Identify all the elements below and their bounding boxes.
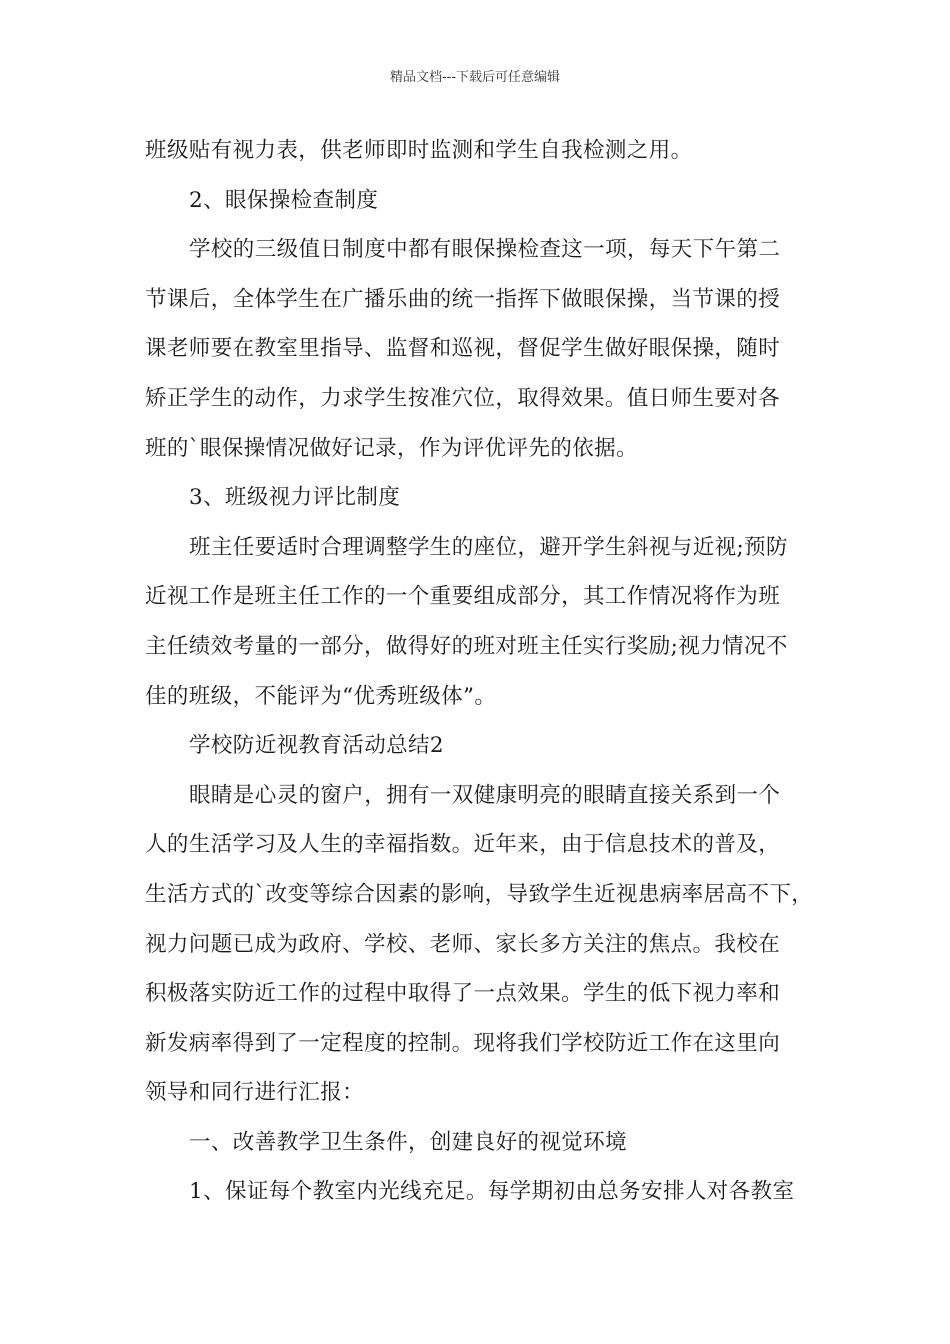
text-line: 学校的三级值日制度中都有眼保操检查这一项，每天下午第二 [189, 237, 781, 263]
text-line: 人的生活学习及人生的幸福指数。近年来，由于信息技术的普及， [145, 832, 781, 858]
text-line: 眼睛是心灵的窗户，拥有一双健康明亮的眼睛直接关系到一个 [189, 782, 781, 808]
text-line: 主任绩效考量的一部分，做得好的班对班主任实行奖励;视力情况不 [145, 633, 788, 659]
text-line: 视力问题已成为政府、学校、老师、家长多方关注的焦点。我校在 [145, 931, 781, 957]
text-line: 近视工作是班主任工作的一个重要组成部分，其工作情况将作为班 [145, 584, 781, 610]
text-line: 领导和同行进行汇报： [145, 1080, 365, 1106]
text-line: 班级贴有视力表，供老师即时监测和学生自我检测之用。 [145, 138, 693, 163]
text-line: 班的`眼保操情况做好记录，作为评优评先的依据。 [145, 435, 638, 461]
text-line: 积极落实防近工作的过程中取得了一点效果。学生的低下视力率和 [145, 981, 781, 1007]
text-line: 节课后，全体学生在广播乐曲的统一指挥下做眼保操，当节课的授 [145, 286, 781, 312]
text-line: 班主任要适时合理调整学生的座位，避开学生斜视与近视;预防 [189, 534, 788, 560]
section-heading: 2、眼保操检查制度 [189, 187, 379, 213]
text-line: 课老师要在教室里指导、监督和巡视，督促学生做好眼保操，随时 [145, 336, 781, 362]
section-heading: 一、改善教学卫生条件，创建良好的视觉环境 [189, 1129, 628, 1155]
document-body [145, 126, 825, 1217]
text-line: 新发病率得到了一定程度的控制。现将我们学校防近工作在这里向 [145, 1030, 781, 1056]
page-header: 精品文档---下载后可任意编辑 [389, 70, 561, 85]
text-line: 1、保证每个教室内光线充足。每学期初由总务安排人对各教室 [189, 1179, 795, 1205]
text-line: 生活方式的`改变等综合因素的影响，导致学生近视患病率居高不下， [145, 881, 814, 907]
text-line: 佳的班级，不能评为“优秀班级体”。 [145, 683, 497, 709]
section-heading: 3、班级视力评比制度 [189, 485, 401, 511]
section-title: 学校防近视教育活动总结2 [189, 733, 444, 759]
text-line: 矫正学生的动作，力求学生按准穴位，取得效果。值日师生要对各 [145, 385, 781, 411]
